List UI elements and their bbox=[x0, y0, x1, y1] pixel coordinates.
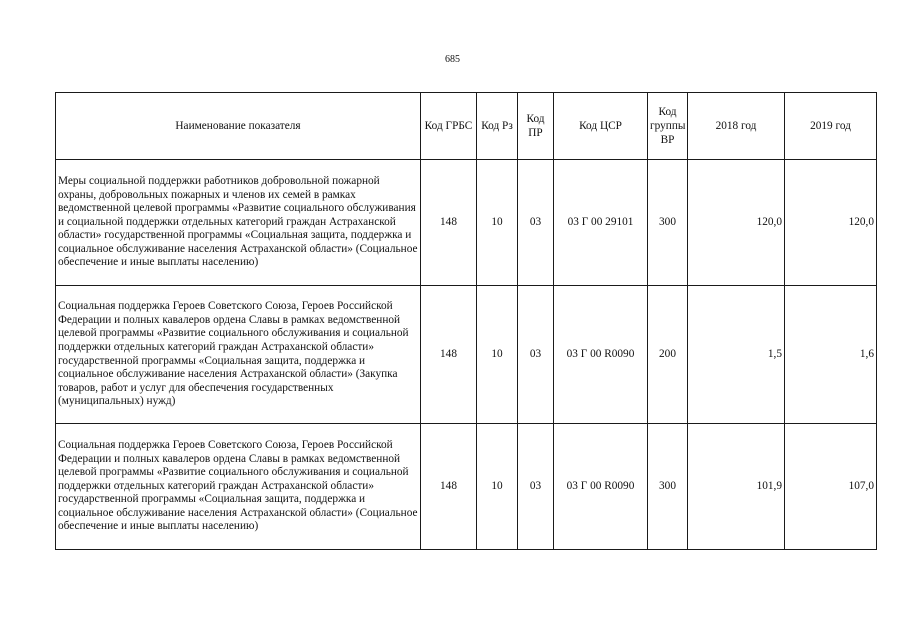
row-pr: 03 bbox=[518, 286, 554, 424]
row-year-2018: 1,5 bbox=[688, 286, 785, 424]
row-pr: 03 bbox=[518, 160, 554, 286]
header-pr: Код ПР bbox=[518, 93, 554, 160]
row-csr: 03 Г 00 R0090 bbox=[554, 286, 648, 424]
table-row bbox=[56, 160, 877, 286]
row-grbs: 148 bbox=[421, 286, 477, 424]
header-grbs: Код ГРБС bbox=[421, 93, 477, 160]
row-csr: 03 Г 00 R0090 bbox=[554, 424, 648, 550]
header-name: Наименование показателя bbox=[56, 93, 421, 160]
row-year-2019: 107,0 bbox=[785, 424, 877, 550]
row-name: Меры социальной поддержки работников добровольной пожарной охраны, добровольных пожарных и членов их семей в рамках ведомственной целевой программы «Развитие социального обслуживания и социальной поддержки отдельных категорий граждан Астраханской области» государственной программы «Социальная защита, поддержка и социальное обслуживание населения Астраханской области» (Социальное обеспечение и иные выплаты населению) bbox=[56, 160, 421, 286]
header-csr: Код ЦСР bbox=[554, 93, 648, 160]
row-grbs: 148 bbox=[421, 160, 477, 286]
header-year-2018: 2018 год bbox=[688, 93, 785, 160]
row-year-2018: 101,9 bbox=[688, 424, 785, 550]
row-year-2019: 120,0 bbox=[785, 160, 877, 286]
row-csr: 03 Г 00 29101 bbox=[554, 160, 648, 286]
table-row bbox=[56, 424, 877, 550]
row-rz: 10 bbox=[477, 424, 518, 550]
row-vr: 300 bbox=[648, 160, 688, 286]
header-vr: Код группы ВР bbox=[648, 93, 688, 160]
row-vr: 300 bbox=[648, 424, 688, 550]
row-year-2018: 120,0 bbox=[688, 160, 785, 286]
page-number: 685 bbox=[445, 54, 460, 65]
row-name: Социальная поддержка Героев Советского Союза, Героев Российской Федерации и полных кавалеров ордена Славы в рамках ведомственной целевой программы «Развитие социального обслуживания и социальной поддержки отдельных категорий граждан Астраханской области» государственной программы «Социальная защита, поддержка и социальное обслуживание населения Астраханской области» (Закупка товаров, работ и услуг для обеспечения государственных (муниципальных) нужд) bbox=[56, 286, 421, 424]
table-row bbox=[56, 286, 877, 424]
row-name: Социальная поддержка Героев Советского Союза, Героев Российской Федерации и полных кавалеров ордена Славы в рамках ведомственной целевой программы «Развитие социального обслуживания и социальной поддержки отдельных категорий граждан Астраханской области» государственной программы «Социальная защита, поддержка и социальное обслуживание населения Астраханской области» (Социальное обеспечение и иные выплаты населению) bbox=[56, 424, 421, 550]
row-rz: 10 bbox=[477, 286, 518, 424]
row-vr: 200 bbox=[648, 286, 688, 424]
budget-table bbox=[55, 92, 877, 550]
header-rz: Код Рз bbox=[477, 93, 518, 160]
row-rz: 10 bbox=[477, 160, 518, 286]
row-year-2019: 1,6 bbox=[785, 286, 877, 424]
row-pr: 03 bbox=[518, 424, 554, 550]
table-header-row bbox=[56, 93, 877, 160]
row-grbs: 148 bbox=[421, 424, 477, 550]
header-year-2019: 2019 год bbox=[785, 93, 877, 160]
